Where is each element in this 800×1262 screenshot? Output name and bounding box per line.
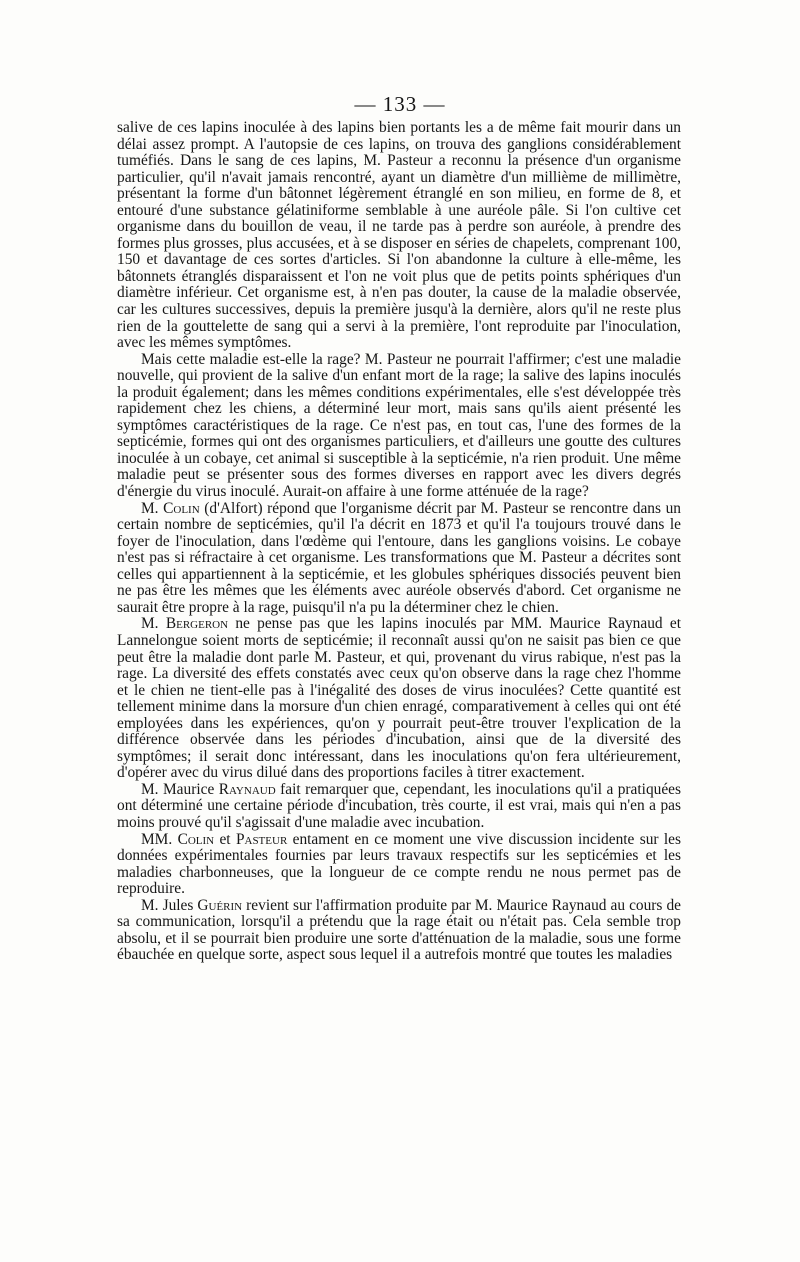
paragraph-5 [117, 782, 681, 832]
paragraph-6-text: entament en ce moment une vive discussion incidente sur les données expérimentales fournies par leurs travaux respectifs sur les septicémies et les maladies charbonneuses, que la longueur de ce compte rendu ne nous permet pas de reproduire. [117, 830, 681, 898]
paragraph-4-text: ne pense pas que les lapins inoculés par MM. Maurice Raynaud et Lannelongue soient morts de septicémie; il reconnaît aussi qu'on ne saisit pas bien ce que peut être la maladie dont parle M. Pasteur, et qui, provenant du virus rabique, n'est pas la rage. La diversité des effets constatés avec ceux qu'on observe dans la rage chez l'homme et le chien ne tient-elle pas à l'inégalité des doses de virus inoculées? Cette quantité est tellement minime dans la morsure d'un chien enragé, comparativement à celles qui ont été employées dans les expériences, qu'on y pourrait peut-être trouver l'explication de la différence observée dans les périodes d'incubation, ainsi que de la diversité des symptômes; il serait donc intéressant, dans les inoculations qu'on fera ultérieurement, d'opérer avec du virus dilué dans des proportions faciles à titrer exactement. [117, 615, 681, 782]
speaker-title: M. [141, 615, 166, 633]
paragraph-7-text: revient sur l'affirmation produite par M. Maurice Raynaud au cours de sa communication, lorsqu'il a prétendu que la rage était ou n'était pas. Cela semble trop absolu, et il se pourrait bien produire une sorte d'atténuation de la maladie, sous une forme ébauchée en quelque sorte, aspect sous lequel il a autrefois montré que toutes les maladies [117, 896, 681, 964]
paragraph-2: Mais cette maladie est-elle la rage? M. Pasteur ne pourrait l'affirmer; c'est une maladie nouvelle, qui provient de la salive d'un enfant mort de la rage; la salive des lapins inoculés la produit également; dans les mêmes conditions expérimentales, elle s'est développée très rapidement chez les chiens, a déterminé leur mort, mais sans qu'ils aient présenté les symptômes caractéristiques de la rage. Ce n'est pas, en tout cas, l'une des formes de la septicémie, formes qui ont des organismes particuliers, et d'ailleurs une goutte des cultures inoculée à un cobaye, cet animal si susceptible à la septicémie, n'a rien produit. Une même maladie peut se présenter sous des formes diverses en rapport avec les divers degrés d'énergie du virus inoculé. Aurait-on affaire à une forme atténuée de la rage? [117, 350, 681, 501]
speaker-joiner: et [214, 830, 236, 848]
paragraph-5-text: fait remarquer que, cependant, les inoculations qu'il a pratiquées ont déterminé une certaine période d'incubation, très courte, il est vrai, mais qui n'en a pas moins prouvé qu'il s'agissait d'une maladie avec incubation. [117, 780, 681, 831]
speaker-name: Guérin [197, 896, 243, 914]
paragraph-6 [117, 832, 681, 898]
speaker-name-2: Pasteur [235, 830, 288, 848]
speaker-title: M. Maurice [141, 780, 219, 798]
speaker-title: M. Jules [141, 896, 198, 914]
paragraph-4 [117, 616, 681, 781]
paragraph-3-text: répond que l'organisme décrit par M. Pasteur se rencontre dans un certain nombre de septicémies, qu'il l'a décrit en 1873 et qu'il l'a toujours trouvé dans le foyer de l'inoculation, dans l'œdème qui l'entoure, dans les ganglions voisins. Le cobaye n'est pas si réfractaire à cet organisme. Les transformations que M. Pasteur a décrites sont celles qui appartiennent à la septicémie, et les globules sphériques dissociés peuvent bien ne pas être les mêmes que les éléments avec auréole observés d'abord. Cet organisme ne saurait être propre à la rage, puisqu'il n'a pu la déterminer chez le chien. [117, 499, 681, 616]
speaker-name: Colin [163, 499, 200, 517]
speaker-name: Bergeron [165, 615, 229, 633]
speaker-title: MM. [141, 830, 178, 848]
speaker-name: Raynaud [218, 780, 276, 798]
body-text [117, 120, 681, 964]
speaker-name: Colin [177, 830, 215, 848]
speaker-title: M. [141, 499, 164, 517]
paragraph-1: salive de ces lapins inoculée à des lapins bien portants les a de même fait mourir dans un délai assez prompt. A l'autopsie de ces lapins, on trouva des ganglions considérablement tuméfiés. Dans le sang de ces lapins, M. Pasteur a reconnu la présence d'un organisme particulier, qu'il n'avait jamais rencontré, ayant un diamètre d'un millième de millimètre, présentant la forme d'un bâtonnet légèrement étranglé en son milieu, en forme de 8, et entouré d'une substance gélatiniforme semblable à une auréole pâle. Si l'on cultive cet organisme dans du bouillon de veau, il ne tarde pas à perdre son auréole, à prendre des formes plus grosses, plus accusées, et à se disposer en séries de chapelets, comprenant 100, 150 et davantage de ces sortes d'articles. Si l'on abandonne la culture à elle-même, les bâtonnets étranglés disparaissent et l'on ne voit plus que de petits points sphériques d'un diamètre inférieur. Cet organisme est, à n'en pas douter, la cause de la maladie observée, car les cultures successives, depuis la première jusqu'à la dernière, alors qu'il ne reste plus rien de la gouttelette de sang qui a servi à la première, l'ont reproduite par l'inoculation, avec les mêmes symptômes. [117, 119, 681, 352]
page-number: — 133 — [354, 92, 446, 116]
paragraph-3 [117, 501, 681, 617]
speaker-affiliation: (d'Alfort) [199, 499, 263, 517]
paragraph-7 [117, 898, 681, 964]
